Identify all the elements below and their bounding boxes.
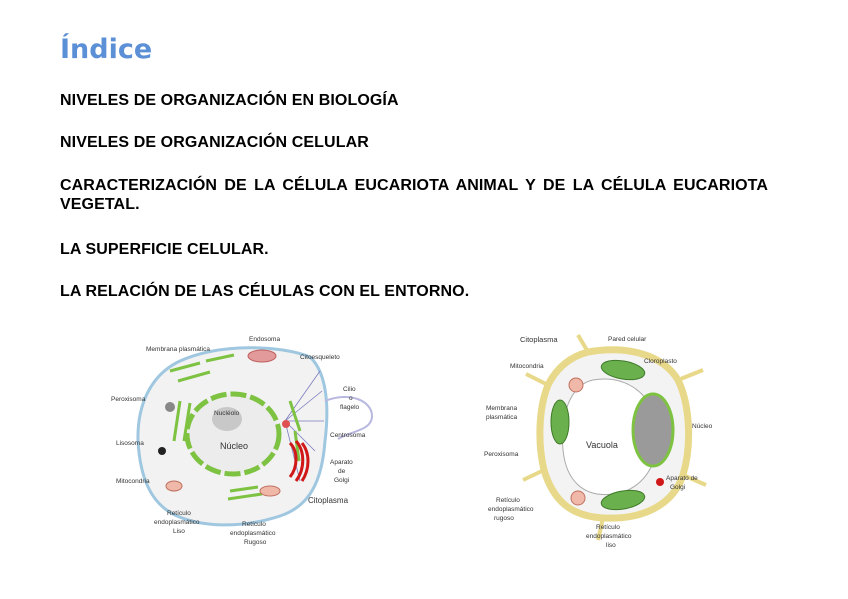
index-item-1: NIVELES DE ORGANIZACIÓN EN BIOLOGÍA — [60, 92, 399, 109]
centrosome-shape — [282, 420, 290, 428]
label-peroxisoma: Peroxisoma — [111, 396, 146, 403]
label-endosoma: Endosoma — [249, 336, 281, 343]
label-golgi-2: de — [338, 468, 346, 475]
label-rer-2: endoplasmático — [488, 506, 534, 513]
label-nucleo: Núcleo — [692, 423, 713, 430]
label-golgi-1: Aparato de — [666, 475, 698, 482]
label-membrana: Membrana plasmática — [146, 346, 210, 353]
label-rel-1: Retículo — [596, 524, 620, 531]
index-item-2: NIVELES DE ORGANIZACIÓN CELULAR — [60, 134, 369, 151]
animal-cell-diagram — [110, 331, 380, 549]
nucleus-shape — [633, 394, 673, 466]
nucleus-envelope — [187, 394, 279, 474]
lysosome-shape — [158, 447, 166, 455]
label-cilio-2: o — [349, 395, 353, 402]
label-rel-3: Liso — [173, 528, 185, 535]
label-rer-1: Retículo — [242, 521, 266, 528]
label-membrana-1: Membrana — [486, 405, 518, 412]
index-item-4: LA SUPERFICIE CELULAR. — [60, 241, 269, 258]
label-centrosoma: Centrosoma — [330, 432, 366, 439]
page-title: Índice — [60, 34, 153, 65]
label-golgi-2: Golgi — [670, 484, 686, 491]
label-citoplasma: Citoplasma — [308, 496, 349, 505]
endosome-shape — [248, 350, 276, 362]
label-cilio-3: flagelo — [340, 404, 360, 411]
plant-cell-diagram — [478, 330, 728, 552]
label-golgi-3: Golgi — [334, 477, 350, 484]
label-rel-3: liso — [606, 542, 616, 549]
label-citoplasma: Citoplasma — [520, 335, 558, 344]
label-rer-3: Rugoso — [244, 539, 267, 546]
label-rer-3: rugoso — [494, 515, 514, 522]
index-item-3: CARACTERIZACIÓN DE LA CÉLULA EUCARIOTA ANIMAL Y DE LA CÉLULA EUCARIOTA VEGETAL. — [60, 177, 768, 213]
label-rer-1: Retículo — [496, 497, 520, 504]
golgi-shape — [656, 478, 664, 486]
label-pared: Pared celular — [608, 336, 647, 343]
label-cilio-1: Cilio — [343, 386, 356, 393]
label-mitocondria: Mitocondria — [116, 478, 150, 485]
peroxisome-shape — [165, 402, 175, 412]
label-lisosoma: Lisosoma — [116, 440, 144, 447]
label-nucleolo: Nucléolo — [214, 410, 240, 417]
mitochondrion-shape-2 — [260, 486, 280, 496]
label-golgi-1: Aparato — [330, 459, 353, 466]
label-vacuola: Vacuola — [586, 440, 618, 450]
label-peroxisoma: Peroxisoma — [484, 451, 519, 458]
label-nucleo: Núcleo — [220, 441, 249, 451]
label-citoesqueleto: Citoesqueleto — [300, 354, 340, 361]
label-cloroplasto: Cloroplasto — [644, 358, 677, 365]
label-rel-1: Retículo — [167, 510, 191, 517]
mitochondrion-shape — [569, 378, 583, 392]
mitochondrion-shape — [166, 481, 182, 491]
mitochondrion-shape-2 — [571, 491, 585, 505]
label-mitocondria: Mitocondria — [510, 363, 544, 370]
label-membrana-2: plasmática — [486, 414, 518, 421]
label-rel-2: endoplasmático — [154, 519, 200, 526]
label-rer-2: endoplasmático — [230, 530, 276, 537]
index-item-5: LA RELACIÓN DE LAS CÉLULAS CON EL ENTORNO. — [60, 283, 470, 300]
label-rel-2: endoplasmático — [586, 533, 632, 540]
